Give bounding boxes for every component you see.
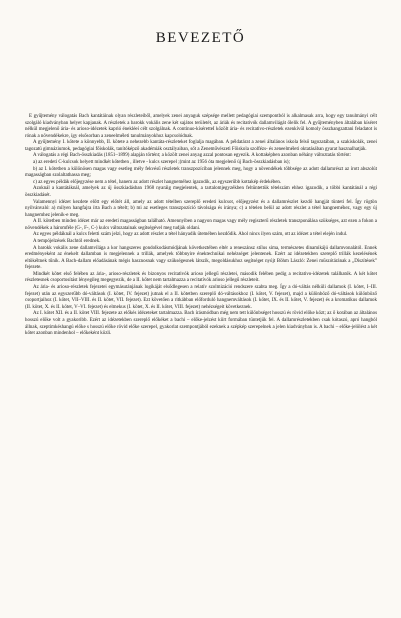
paragraph: A barokk vokális zene dallamvilága a kor hangszeres gondolkodásmódjának következtében eltér a reneszánsz stílus sima, természetes dinamikájú dallamvonalától. Ennek eredményeként az énekelt dallamban is megjelennek a trillák, amelyek többnyire énektechnikai nehézséget jelentenek. Ezért az idézetekben szereplő trillák kezelésének eltökéltnek tűnik. A Bach-dallam előadásának mégis hasznosnak vagy szükségesnek látszik, megoldásukhoz segítséget nyújt Böhm László: Zenei műszótárának a „Díszítések” fejezete. [25,245,377,271]
page-title: BEVEZETŐ [155,30,246,46]
paragraph: c) az egyes példák előjegyzése nem a tétel, hanem az adott részlet hangneméhez igazodik, az egyszerűbb kottakép érdekében. [33,179,282,185]
paragraph: Az ária- és arioso-részletek fejezetei egymásutánjának logikáját elsődlegesen a relatív szolmizáció rendszere szabta meg. Így a dó-váltás nélküli dallamok (I. kötet, I–III. fejezet) után az egyszerűbb dó-váltások (I. kötet, IV. fejezet) jutnak el a II. kötetben szereplő dó-váltásokhoz (I. kötet, V. fejezet), majd a különböző dó-váltások különböző csoportjaihoz (I. kötet, VII–VIII. és II. kötet, VII. fejezet). Ezt követően a ritkábban előforduló hangnemváltások (I. kötet, IX. és II. kötet, V. fejezet) és a kromatikus dallamok (II. kötet, X. és II. kötet, V–VI. fejezet) és elmekus (I. kötet, X. és II. kötet, VIII. fejezet) nehézségeit következnek. [25,285,377,310]
paragraph: Az I. kötet XII. és a II. kötet VIII. fejezete az előkés idézeteket tartalmazza. Bach írásmódban még nem tett különbséget hosszú és rövid előke közt; az ő korában az általános hosszú előke volt a gyakoribb. Ezért az idézetekben szereplő előkéket a bachi – előke-jelzést kiírt formában tüntetjük fel. A dallamrészletekben csak kótaszó, apró hangból állnak, szeptimkéshangú előke s hosszú előke rövid előke szerepel, gyakorlat szempontjából ezeknek a szépkép szerepelnek a jelen kiadványban is. A bachi – előke-jelölést a két kötet azonban mindenhol – előkeként közli. [25,311,377,337]
paragraph: Az egyes példáknál a kulcs feletti szám jelzi, hogy az adott részlet a tétel hányadik ütemében kezdődik. Ahol nincs ilyen szám, ott az idézet a tétel elején indul. [33,232,348,238]
paragraph: A gyűjtemény I. kötete a könnyebb, II. kötete a nehezebb kantáta-részleteket foglalja magában. A példatárat a zenei általános iskola felső tagozatában, a szakiskolák, zenei tagozatú gimnáziumok, pedagógiai főiskolák, tanítóképző akadémiák osztályaiban, sőt a Zeneművészeti Főiskola szolfézs- és zeneelméleti oktatásában gyarat hasznalhatják. [25,140,377,152]
paragraph: A tempójelzések Bachtól erednek. [33,238,101,244]
paragraph: b) az I. kötetben a különösen magas vagy esetleg mély fekvésű részletek transzpozíciban jelennek meg, hogy a növendékek többsége az adott dallamrészt az írott abszolút magasságban szolaltathassa meg; [25,166,377,179]
paragraph: E gyűjtemény válogatás Bach kantátáinak olyan részleteiből, amelyek zenei anyaguk szépsége mellett pedagógiai szempontból is alkalmasak arra, hogy egy tanulmányi célt szolgáló kiadványban helyet kapjanak. A részletek a barokk vokális zene két sajátos területét, az áriák és recitativók dallamvilágát ölelik fel. A gyűjteményben általában kíséret nélkül megjelenő ária- és arioso-idézetek kaprió énekléeí célt szolgálnak. A continuo-kíséretteI közölt ária- és recitativo-részletek ezenkívül komoly összhangzattani feladatot is rónak a növendékekre, így elsősorban a zeneelméleti tanulmányokhoz kapcsolódnak. [25,114,377,139]
paragraph: Valamennyi idézet kezdete előtt egy előtét áll, amely az adott tételben szereplő eredeti kulcsot, előjegyzést és a dallamrészlet kezdő hangját tünteti fel. Így rögtön nyilvánvaló: a) milyen hangfajra írta Bach a tételt; b) mi az esetleges transzpozíció távolsága és iránya; c) a tételen belül az adott részlet a tétel hangneméhez, vagy egy új hangnemhez jelenik-e meg. [25,199,377,218]
paragraph: Mindkét kötet első felében az ária-, arioso-részletek és bizonyos recitativók arioso jellegű részletei, második felében pedig a recitativo-idézetek találhatók. A két kötet részletesnek csoportosítást lényegileg megegyezik, de a II. kötet nem tartalmazza a recitatívók arioso jellegű részleteit. [25,271,377,284]
paragraph: Azoknál a kantátáknál, amelyek az új összkiadásban 1968 nyaráig megjelentek, a tartalomjegyzékben feltüntettük tételszám ehhez igazodik, a többi kantátánál a régi összkiadásét. [25,186,377,198]
body-text [25,114,377,338]
paragraph: a) az eredeti C-kulcsok helyett mindkét kötetben , illetve - kulcs szerepel ;(mint az 1956 óta megjelenő új Bach-összkiadásban is); [33,160,290,166]
paragraph: A II. kötetben minden idézet már az eredeti magasságban található. Amennyiben a nagyon magas vagy mély regiszterű részletek transzponálása szükséges, azt ezen a fokon a növendékek a háromféle (G-, F-, C-) kulcs változatainak segítségével meg tudják oldani. [25,219,377,231]
paragraph: A válogatás a régi Bach-összkiadás (1851–1899) alapján történt; a közölt zenei anyag azzal pontosan egyezik. A kottaképben azonban néhány változtatás történt: [33,153,351,159]
